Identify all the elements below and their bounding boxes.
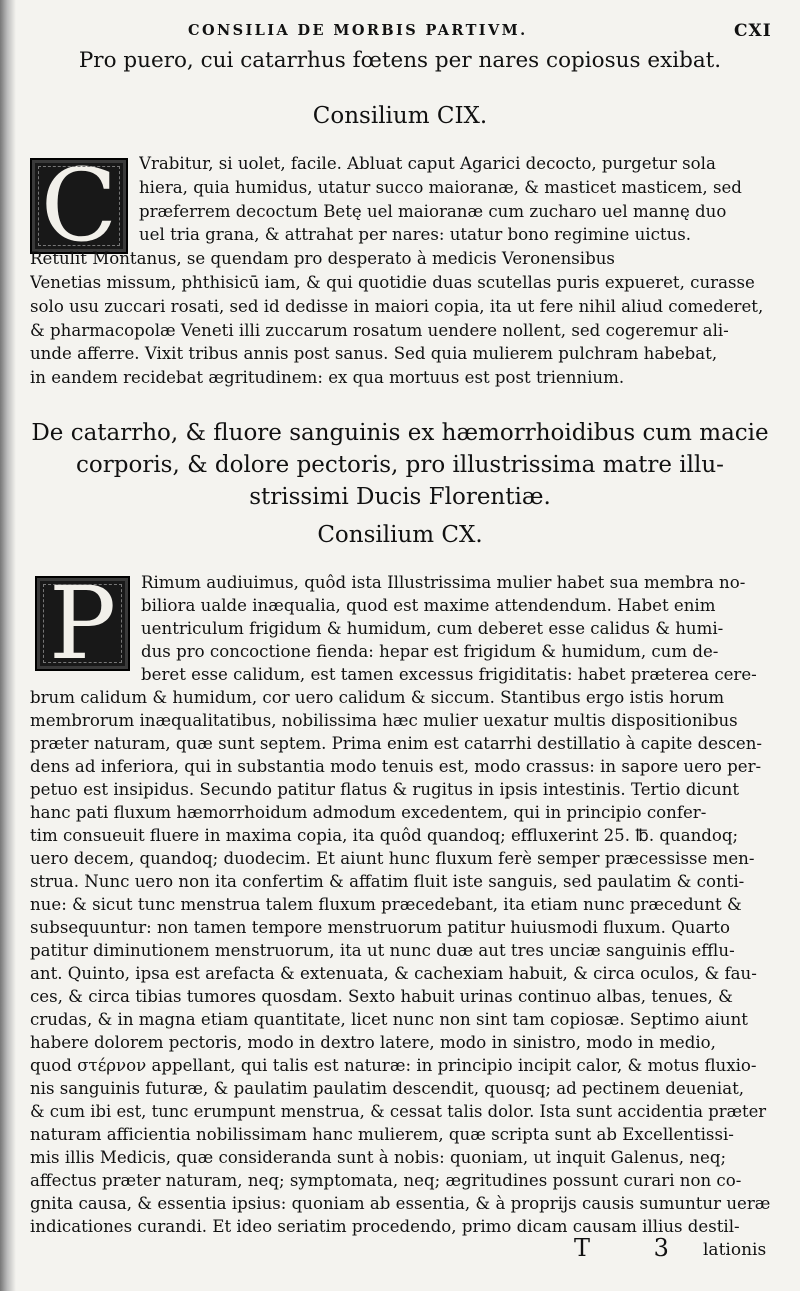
text-line: biliora ualde inæqualia, quod est maxime attendendum. Habet enim bbox=[141, 596, 716, 615]
text-line: nis sanguinis futuræ, & paulatim paulatim descendit, quousq; ad pectinem deueniat, bbox=[30, 1079, 745, 1098]
text-line: Vrabitur, si uolet, facile. Abluat caput Agarici decocto, purgetur sola bbox=[139, 154, 716, 173]
text-line: in eandem recidebat ægritudinem: ex qua mortuus est post triennium. bbox=[30, 368, 625, 388]
text-line: hanc pati fluxum hæmorrhoidum admodum excedentem, qui in principio confer- bbox=[30, 803, 707, 822]
text-line: dus pro concoctione fienda: hepar est frigidum & humidum, cum de- bbox=[141, 642, 719, 661]
text-line: beret esse calidum, est tamen excessus frigiditatis: habet præterea cere- bbox=[141, 665, 757, 684]
text-line: Venetias missum, phthisicū iam, & qui quotidie duas scutellas puris expueret, curasse bbox=[30, 273, 755, 292]
decorated-initial-c bbox=[30, 147, 128, 264]
text-line: quod στέρνον appellant, qui talis est naturæ: in principio incipit calor, & motus fluxio- bbox=[30, 1056, 757, 1075]
text-line: præter naturam, quæ sunt septem. Prima enim est catarrhi destillatio à capite descen- bbox=[30, 734, 763, 753]
text-line: membrorum inæqualitatibus, nobilissima hæc mulier uexatur multis dispositionibus bbox=[30, 711, 738, 730]
text-line: uel tria grana, & attrahat per nares: utatur bono regimine uictus. bbox=[139, 225, 692, 245]
text-line: uero decem, quandoq; duodecim. Et aiunt hunc fluxum ferè semper præcessisse men- bbox=[30, 849, 755, 868]
text-line: brum calidum & humidum, cor uero calidum & siccum. Stantibus ergo istis horum bbox=[30, 688, 725, 707]
text-line: subsequuntur: non tamen tempore menstruorum patitur huiusmodi fluxum. Quarto bbox=[30, 918, 730, 937]
text-line: gnita causa, & essentia ipsius: quoniam ab essentia, & à proprijs causis sumuntur ueræ bbox=[30, 1194, 771, 1213]
text-line: mis illis Medicis, quæ consideranda sunt à nobis: quoniam, ut inquit Galenus, neq; bbox=[30, 1148, 727, 1167]
initial-letter: C bbox=[40, 147, 118, 264]
text-line: crudas, & in magna etiam quantitate, licet nunc non sint tam copiosæ. Septimo aiunt bbox=[30, 1010, 748, 1029]
section1-title: Pro puero, cui catarrhus fœtens per nares copiosus exibat. bbox=[78, 48, 722, 73]
text-line: solo usu zuccari rosati, sed id dedisse in maiori copia, ita ut fere nihil aliud comederet, bbox=[30, 296, 764, 316]
text-line: affectus præter naturam, neq; symptomata, neq; ægritudines possunt curari non co- bbox=[30, 1171, 742, 1190]
text-line: nue: & sicut tunc menstrua talem fluxum præcedebant, ita etiam nunc præcedunt & bbox=[30, 895, 742, 914]
initial-ornament bbox=[38, 166, 120, 246]
text-line: habere dolorem pectoris, modo in dextro latere, modo in sinistro, modo in medio, bbox=[30, 1033, 716, 1052]
catchword: lationis bbox=[703, 1240, 767, 1260]
text-line: indicationes curandi. Et ideo seriatim procedendo, primo dicam causam illius destil- bbox=[30, 1217, 740, 1236]
running-head: CONSILIA DE MORBIS PARTIVM. bbox=[188, 22, 528, 39]
section2-title-line: De catarrho, & fluore sanguinis ex hæmorrhoidibus cum macie bbox=[31, 420, 769, 446]
section2-title-line: strissimi Ducis Florentiæ. bbox=[249, 484, 551, 510]
text-line: Retulit Montanus, se quendam pro desperato à medicis Veronensibus bbox=[30, 249, 615, 269]
text-line: strua. Nunc uero non ita confertim & affatim fluit iste sanguis, sed paulatim & conti- bbox=[30, 872, 745, 891]
text-line: uentriculum frigidum & humidum, cum deberet esse calidus & humi- bbox=[141, 619, 724, 638]
text-line: tim consueuit fluere in maxima copia, ita quôd quandoq; effluxerint 25. ℔. quandoq; bbox=[30, 826, 739, 845]
section2-title-line: corporis, & dolore pectoris, pro illustrissima matre illu- bbox=[76, 452, 724, 478]
text-line: & cum ibi est, tunc erumpunt menstrua, & cessat talis dolor. Ista sunt accidentia præter bbox=[30, 1102, 767, 1121]
text-line: Rimum audiuimus, quôd ista Illustrissima mulier habet sua membra no- bbox=[141, 573, 746, 592]
initial-letter: P bbox=[48, 564, 117, 682]
text-line: & pharmacopolæ Veneti illi zuccarum rosatum uendere nollent, sed cogeremur ali- bbox=[30, 320, 729, 340]
page-gutter-shadow bbox=[0, 0, 16, 1291]
text-line: unde afferre. Vixit tribus annis post sanus. Sed quia mulierem pulchram habebat, bbox=[30, 344, 718, 364]
text-line: hiera, quia humidus, utatur succo maioranæ, & masticet masticem, sed bbox=[139, 177, 742, 197]
text-line: naturam afficientia nobilissimam hanc mulierem, quæ scripta sunt ab Excellentissi- bbox=[30, 1125, 734, 1144]
text-line: dens ad inferiora, qui in substantia modo tenuis est, modo crassus: in sapore uero per- bbox=[30, 757, 762, 776]
consilium-109-heading: Consilium CIX. bbox=[312, 103, 488, 129]
signature-mark: T 3 bbox=[574, 1234, 697, 1262]
text-line: patitur diminutionem menstruorum, ita ut nunc duæ aut tres unciæ sanguinis efflu- bbox=[30, 941, 735, 960]
consilium-110-heading: Consilium CX. bbox=[317, 522, 483, 548]
folio-number: CXI bbox=[734, 21, 772, 41]
text-line: ces, & circa tibias tumores quosdam. Sexto habuit urinas continuo albas, tenues, & bbox=[30, 987, 733, 1006]
decorated-initial-p bbox=[35, 564, 130, 682]
initial-ornament bbox=[43, 584, 122, 663]
text-line: petuo est insipidus. Secundo patitur flatus & rugitus in ipsis intestinis. Tertio dicunt bbox=[30, 780, 739, 799]
text-line: ant. Quinto, ipsa est arefacta & extenuata, & cachexiam habuit, & circa oculos, & fau- bbox=[30, 964, 757, 983]
text-line: præferrem decoctum Betę uel maioranæ cum zucharo uel mannę duo bbox=[139, 201, 727, 221]
